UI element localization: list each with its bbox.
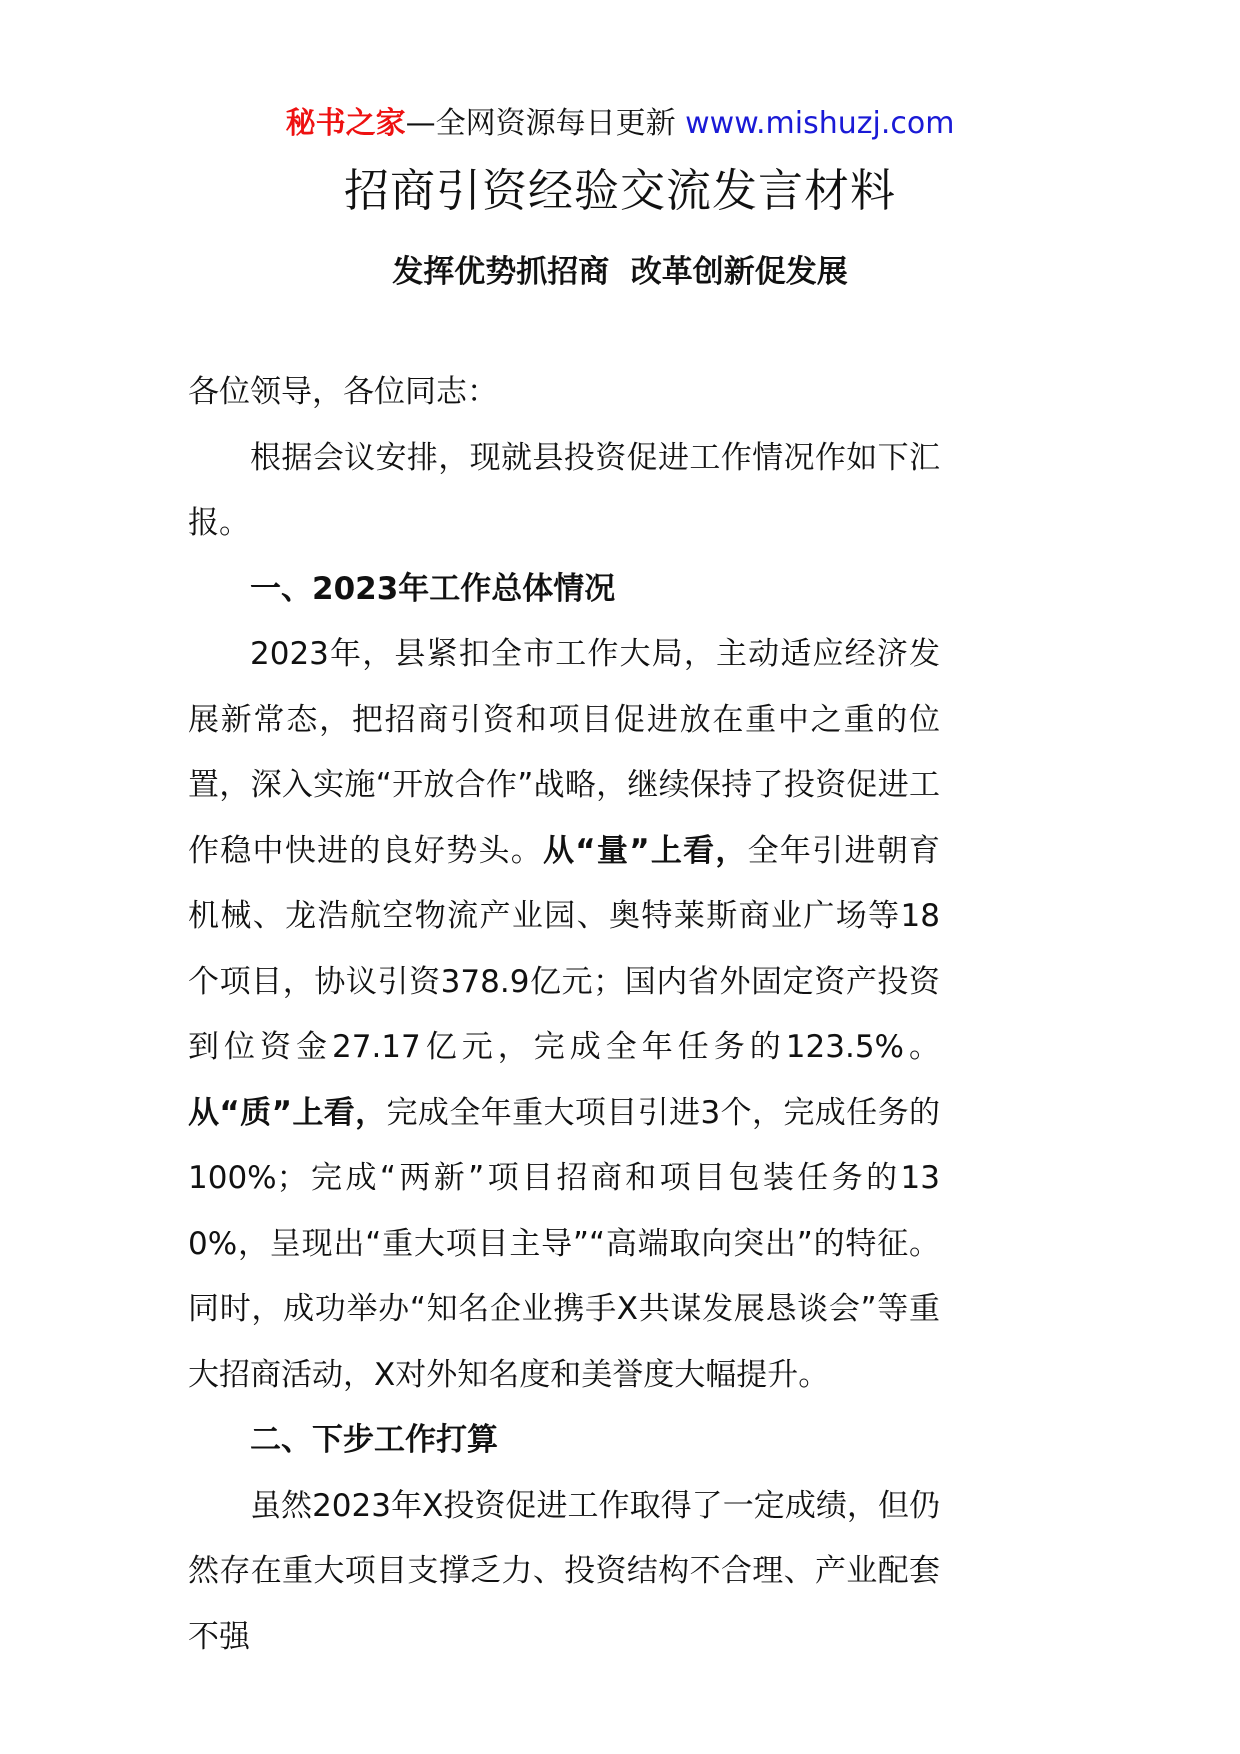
brand-name: 秘书之家	[285, 106, 406, 141]
bold-lead-quality: 从“质”上看，	[188, 1094, 387, 1131]
banner-slogan: —全网资源每日更新	[405, 106, 686, 141]
document-subtitle: 发挥优势抓招商 改革创新促发展	[392, 254, 848, 290]
site-url[interactable]: www.mishuzj.com	[685, 106, 955, 141]
section-1-paragraph	[188, 622, 940, 1408]
section-heading-2: 二、下步工作打算	[250, 1422, 498, 1458]
paragraph-text: 2023年，县紧扣全市工作大局，主动适应经济发展新常态，把招商引资和项目促进放在重中之重的位置，深入实施“开放合作”战略，继续保持了投资促进工作稳中快进的良好势头。	[188, 636, 940, 869]
bold-lead-quantity: 从“量”上看，	[543, 832, 748, 869]
document-body	[188, 360, 940, 1670]
salutation: 各位领导，各位同志：	[188, 374, 498, 410]
paragraph-text: 全年引进朝育机械、龙浩航空物流产业园、奥特莱斯商业广场等18个项目，协议引资378.9亿元；国内省外固定资产投资到位资金27.17亿元，完成全年任务的123.5%。	[188, 832, 941, 1065]
section-heading-1: 一、2023年工作总体情况	[250, 570, 616, 607]
paragraph-text: 完成全年重大项目引进3个，完成任务的100%；完成“两新”项目招商和项目包装任务的130%，呈现出“重大项目主导”“高端取向突出”的特征。同时，成功举办“知名企业携手X共谋发展恳谈会”等重大招商活动，X对外知名度和美誉度大幅提升。	[188, 1094, 940, 1393]
intro-paragraph: 根据会议安排，现就县投资促进工作情况作如下汇报。	[188, 439, 940, 541]
document-title: 招商引资经验交流发言材料	[343, 164, 896, 217]
section-2-paragraph: 虽然2023年X投资促进工作取得了一定成绩，但仍然存在重大项目支撑乏力、投资结构不合理、产业配套不强	[188, 1487, 940, 1655]
site-banner	[0, 0, 1240, 146]
